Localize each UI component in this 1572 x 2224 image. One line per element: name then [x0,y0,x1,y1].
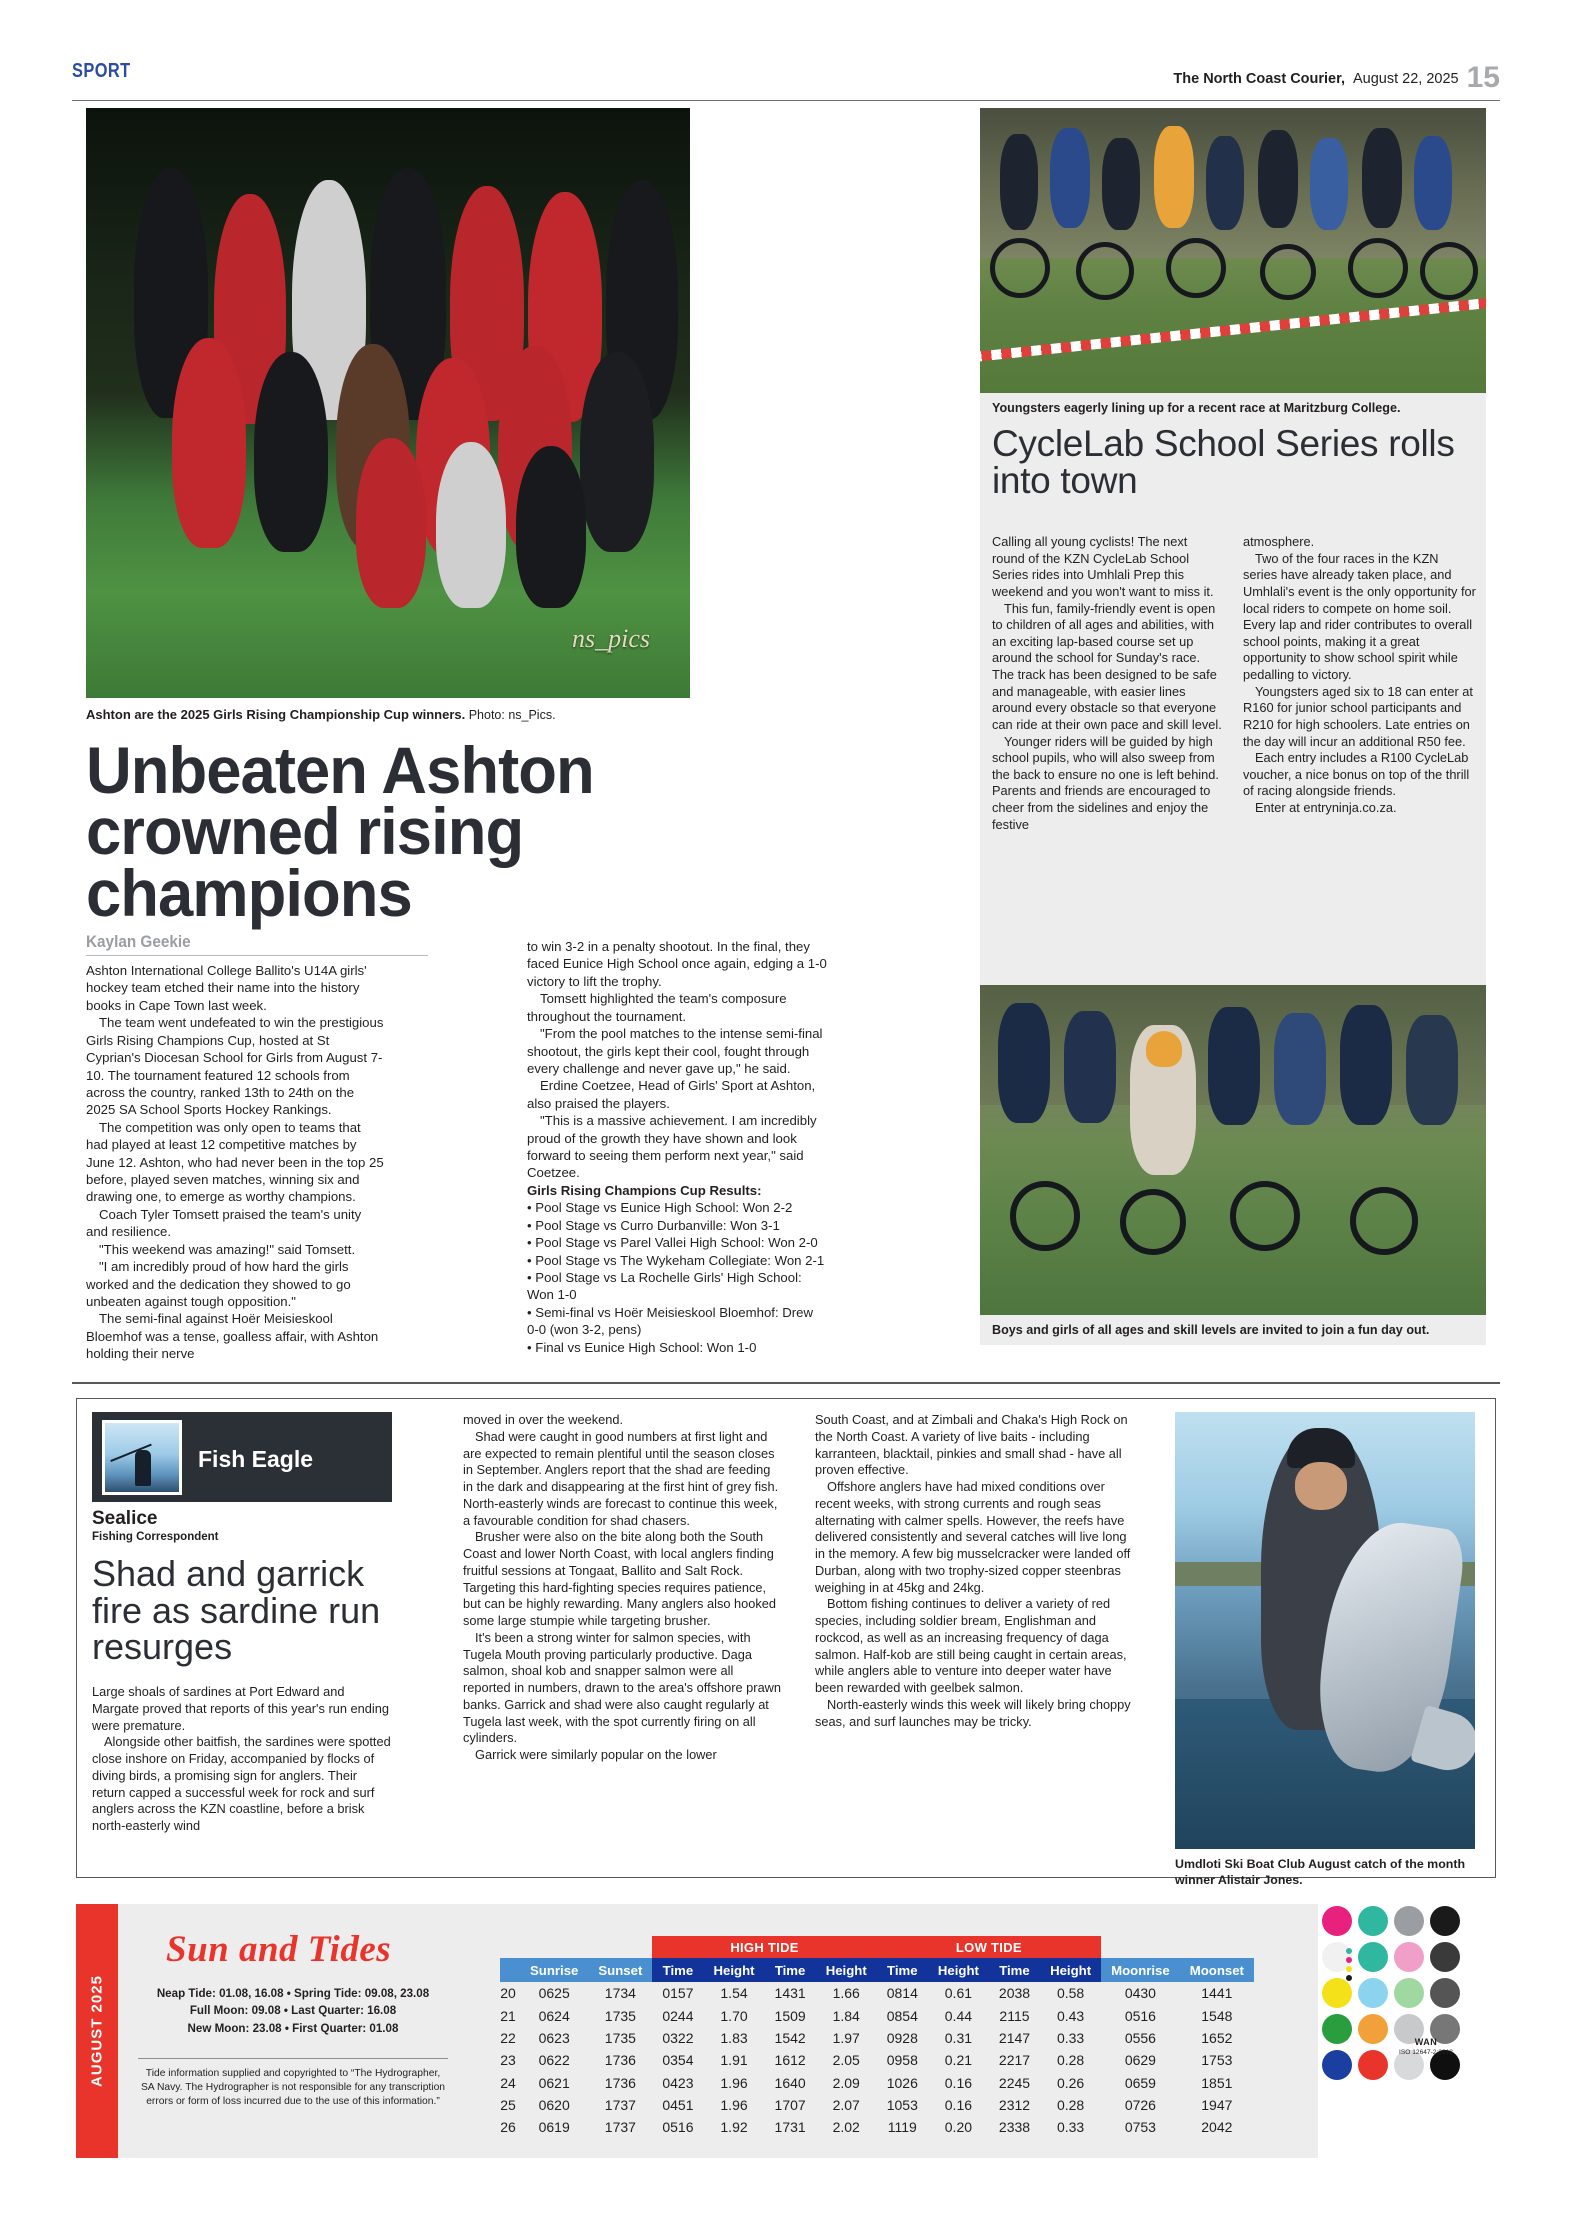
cell: 1734 [604,1985,636,2002]
color-swatch [1322,1906,1352,1936]
author-name: Sealice [92,1508,158,1529]
cell: 0625 [538,1985,570,2002]
cell: 1.54 [720,1985,748,2002]
cell-day: 24 [500,2074,516,2091]
cell-day: 23 [500,2052,516,2069]
section-divider-rule [72,1382,1500,1384]
col-day [500,1958,520,1982]
cell: 1737 [604,2097,636,2114]
registration-dots [1346,1948,1352,1981]
table-row [500,2094,1254,2116]
moon-line: Neap Tide: 01.08, 16.08 • Spring Tide: 09.08, 23.08 [156,1987,430,2000]
cell: 0623 [538,2029,570,2046]
paragraph: South Coast, and at Zimbali and Chaka's High Rock on the North Coast. A variety of live baits - including karranteen, blacktail, pinkies and small shad - have all proven effective. [815,1412,1128,1478]
paragraph: North-easterly winds this week will likely bring choppy seas, and surf launches may be tricky. [815,1696,1131,1729]
color-swatch [1358,1906,1388,1936]
col-moonrise: Moonrise [1101,1958,1180,1982]
cell: 1.96 [720,2097,748,2114]
table-row [500,2027,1254,2049]
cell: 1542 [774,2029,806,2046]
cell-day: 25 [500,2097,516,2114]
color-swatch [1430,1906,1460,1936]
cell: 1026 [886,2074,918,2091]
paragraph: Each entry includes a R100 CycleLab voucher, a nice bonus on top of the thrill of racing alongside friends. [1243,750,1470,799]
paragraph: Tomsett highlighted the team's composure throughout the tournament. [527,991,787,1024]
moon-line: Full Moon: 09.08 • Last Quarter: 16.08 [189,2004,397,2018]
cell: 1753 [1201,2052,1233,2069]
fishing-column-3 [815,1412,1135,1730]
hero-photo-caption [86,706,690,724]
cell-day: 26 [500,2119,516,2136]
paragraph: Large shoals of sardines at Port Edward and Margate proved that reports of this year's run ending were premature. [92,1684,389,1733]
cell: 0.31 [944,2029,973,2046]
paragraph: Coach Tyler Tomsett praised the team's unity and resilience. [86,1206,362,1240]
cell: 2038 [998,1985,1031,2002]
high-tide-group-label: HIGH TIDE [652,1936,876,1958]
cell: 1612 [774,2052,806,2069]
paragraph: "This is a massive achievement. I am incredibly proud of the growth they have shown and look forward to seeing them perform next year," said Coetzee. [527,1113,817,1181]
cell: 0244 [662,2007,694,2024]
hero-caption-credit: Photo: ns_Pics. [465,708,556,722]
cell: 1737 [604,2119,636,2136]
color-swatch [1322,1978,1352,2008]
cell: 2.07 [832,2097,860,2114]
paragraph: The competition was only open to teams that had played at least 12 competitive matches by June 12. Ashton, who had never been in the top 25 before, played seven matches, winning six and drawing one, to emerge as worthy champions. [86,1119,384,1205]
cell: 0423 [662,2074,694,2091]
masthead-right [1173,61,1500,94]
cell: 1.92 [720,2119,748,2136]
color-swatch [1394,1942,1424,1972]
cell: 1.70 [720,2007,748,2024]
col-moonset: Moonset [1180,1958,1254,1982]
color-swatch [1358,2050,1388,2080]
publication-name: The North Coast Courier, [1173,71,1345,87]
moon-line: New Moon: 23.08 • First Quarter: 01.08 [187,2021,399,2035]
color-swatch [1430,1978,1460,2008]
paragraph: Offshore anglers have had mixed conditions over recent weeks, with strong currents and rough seas alternating with calmer spells. However, the reefs have delivered consistently and several catches will live long in the memory. A few big musselcracker were landed off Durban, along with two trophy-sized copper steenbras weighing in at 45kg and 24kg. [815,1479,1131,1595]
cell: 1431 [774,1985,806,2002]
cell: 0516 [1124,2007,1156,2024]
cell: 1.66 [832,1985,860,2002]
tides-disclaimer: Tide information supplied and copyrighted to “The Hydrographer, SA Navy. The Hydrographer is not responsible for any transcription errors or form of loss incurred due to the use of this information.” [138,2058,448,2109]
fishing-headline: Shad and garrick fire as sardine run resurges [92,1553,381,1668]
tides-title: Sun and Tides [166,1929,392,1970]
hero-caption-text: Ashton are the 2025 Girls Rising Championship Cup winners. [86,707,466,722]
paragraph: Garrick were similarly popular on the lower [475,1747,717,1762]
cell: 0.61 [944,1985,973,2002]
cell: 0157 [662,1985,694,2002]
paragraph: Erdine Coetzee, Head of Girls' Sport at Ashton, also praised the players. [527,1078,816,1111]
cell: 0.33 [1056,2119,1085,2136]
cell: 1851 [1201,2074,1233,2091]
result-item: • Pool Stage vs La Rochelle Girls' High School: Won 1-0 [527,1270,802,1303]
cell: 1.97 [832,2029,860,2046]
result-item: • Pool Stage vs Curro Durbanville: Won 3-1 [527,1217,780,1233]
cell: 0620 [538,2097,570,2114]
cell: 2.09 [832,2074,860,2091]
cell: 0659 [1124,2074,1156,2091]
angler-silhouette-photo [102,1420,182,1495]
cell: 0629 [1124,2052,1156,2069]
result-item: • Final vs Eunice High School: Won 1-0 [527,1339,757,1355]
cell: 1548 [1201,2007,1233,2024]
iso-certification-badge [1396,2038,1456,2078]
col-high-height-1: Height [704,1958,765,1982]
cell: 2338 [998,2119,1031,2136]
sidebar-headline: CycleLab School Series rolls into town [992,423,1455,501]
masthead-rule [72,100,1500,101]
fishing-author [92,1508,392,1543]
cell: 0928 [886,2029,918,2046]
publication-date: August 22, 2025 [1353,71,1459,87]
paragraph: The team went undefeated to win the prestigious Girls Rising Champions Cup, hosted at St Cyprian's Diocesan School for Girls from August 7-10. The tournament featured 12 schools from across the country, ranked 13th to 24th on the 2025 SA School Sports Hockey Rankings. [86,1015,384,1118]
paragraph: Bottom fishing continues to deliver a variety of red species, including soldier bream, Englishman and rockcod, as well as an increasing frequency of daga salmon. Half-kob are still being caught in certain areas, while anglers able to venture into deeper water have been rewarded with geelbek salmon. [815,1596,1127,1695]
cell: 1119 [887,2119,917,2136]
cell: 1731 [774,2119,806,2136]
group-spacer [500,1936,652,1958]
table-row [500,2004,1254,2026]
col-sunrise: Sunrise [520,1958,588,1982]
tide-table-header-row [500,1958,1254,1982]
cell: 1.91 [720,2052,748,2069]
cell: 2.02 [832,2119,860,2136]
paragraph: The semi-final against Hoër Meisieskool Bloemhof was a tense, goalless affair, with Ashton holding their nerve [86,1311,379,1362]
cell: 0322 [662,2029,694,2046]
cell: 0.44 [944,2007,973,2024]
col-low-height-2: Height [1040,1958,1101,1982]
sidebar-photo-caption-bottom: Boys and girls of all ages and skill levels are invited to join a fun day out. [992,1323,1430,1337]
paragraph: Brusher were also on the bite along both the South Coast and lower North Coast, with local anglers finding fruitful sessions at Tongaat, Ballito and Salt Rock. Targeting this hard-fighting species requires patience, but can be highly rewarding. Many anglers also hooked some large stumpie while targeting brusher. [463,1529,777,1628]
paragraph: Enter at entryninja.co.za. [1255,800,1397,815]
cell-day: 22 [500,2029,516,2046]
cell: 0.20 [944,2119,973,2136]
color-swatch [1394,1978,1424,2008]
cell: 0726 [1124,2097,1156,2114]
masthead [72,60,1500,94]
cell: 0556 [1124,2029,1156,2046]
cell: 2.05 [832,2052,860,2069]
cell-day: 21 [500,2007,516,2024]
result-item: • Semi-final vs Hoër Meisieskool Bloemhof: Drew 0-0 (won 3-2, pens) [527,1304,814,1338]
paragraph: to win 3-2 in a penalty shootout. In the final, they faced Eunice High School once again, edging a 1-0 victory to lift the trophy. [527,939,827,989]
cell: 0430 [1124,1985,1156,2002]
cell: 0.28 [1056,2052,1085,2069]
paragraph: "This weekend was amazing!" said Tomsett. [99,1241,356,1257]
paragraph: It's been a strong winter for salmon species, with Tugela Mouth proving particularly productive. Daga salmon, shoal kob and snapper salmon were all reported in numbers, drawn to the area's offshore prawn banks. Garrick and shad were also caught regularly at Tugela last week, with the spot currently firing on all cylinders. [463,1629,782,1746]
paragraph: Youngsters aged six to 18 can enter at R160 for junior school participants and R210 for high schoolers. Late entries on the day will incur an additional R50 fee. [1243,683,1473,749]
badge-line-1: WAN [1414,2037,1438,2047]
cell: 1.84 [832,2007,860,2024]
table-row [500,2116,1254,2138]
paragraph: Ashton International College Ballito's U14A girls' hockey team etched their name into the history books in Cape Town last week. [86,963,367,1013]
cell: 1736 [604,2074,636,2091]
result-item: • Pool Stage vs Eunice High School: Won 2-2 [527,1200,793,1216]
paragraph: "From the pool matches to the intense semi-final shootout, the girls kept their cool, fought through every challenge and never gave up," he said. [527,1026,823,1076]
fishing-photo-caption: Umdloti Ski Boat Club August catch of the month winner Alistair Jones. [1175,1857,1466,1888]
color-swatch [1358,1978,1388,2008]
paragraph: This fun, family-friendly event is open to children of all ages and abilities, with an exciting lap-based course set up around the school for Sunday's race. The track has been designed to be safe and manageable, with easier lines around every obstacle so that everyone can ride at their own pace and skill level. [992,600,1222,732]
author-role: Fishing Correspondent [92,1531,219,1543]
hero-photo-hockey-team [86,108,690,698]
table-row [500,1982,1254,2004]
cell: 0354 [662,2052,694,2069]
cell: 0.16 [944,2097,973,2114]
cell: 2312 [998,2097,1031,2114]
col-low-time-1: Time [877,1958,928,1982]
cell: 0621 [538,2074,570,2091]
cell: 0.28 [1056,2097,1085,2114]
color-swatch [1322,2050,1352,2080]
cell: 1947 [1201,2097,1233,2114]
fishing-column-2 [463,1412,783,1764]
cell: 2042 [1201,2119,1233,2136]
cell: 0.43 [1056,2007,1085,2024]
section-label: SPORT [72,60,131,82]
cell: 0.16 [944,2074,973,2091]
paragraph: atmosphere. [1243,534,1315,549]
cell: 1441 [1201,1985,1233,2002]
cell: 0451 [662,2097,694,2114]
cell: 2245 [998,2074,1031,2091]
color-swatch [1322,2014,1352,2044]
cell: 1053 [886,2097,918,2114]
page-number: 15 [1466,61,1500,94]
cell: 1652 [1201,2029,1233,2046]
month-label-bar [76,1904,118,2158]
paragraph: moved in over the weekend. [463,1412,624,1427]
cell: 0622 [538,2052,570,2069]
sidebar-photo-caption-top: Youngsters eagerly lining up for a recent race at Maritzburg College. [992,401,1401,415]
cell: 0753 [1124,2119,1156,2136]
cell: 1.83 [720,2029,748,2046]
paragraph: Shad were caught in good numbers at first light and are expected to remain plentiful until the season closes in September. Anglers report that the shad are feeding in the dark and disappearing at the first hint of grey fish. North-easterly winds are forecast to continue this week, a favourable condition for shad chasers. [463,1428,779,1528]
color-swatch [1430,1942,1460,1972]
cell: 0814 [886,1985,918,2002]
cell: 2217 [998,2052,1031,2069]
cell: 2147 [998,2029,1031,2046]
col-high-time-1: Time [652,1958,703,1982]
cell: 0624 [538,2007,570,2024]
col-high-time-2: Time [765,1958,816,1982]
color-swatch [1358,2014,1388,2044]
color-swatch [1394,1906,1424,1936]
cell: 0.33 [1056,2029,1085,2046]
page-title: Unbeaten Ashton crowned rising champions [86,733,594,930]
moon-phase-info [148,1985,438,2037]
photo-watermark: ns_pics [572,624,650,653]
cell: 0.21 [944,2052,973,2069]
col-high-height-2: Height [816,1958,877,1982]
cell: 0.58 [1056,1985,1085,2002]
cell: 1.96 [720,2074,748,2091]
cell: 0854 [886,2007,918,2024]
col-low-time-2: Time [989,1958,1040,1982]
angler-icon [135,1450,151,1486]
badge-line-2: ISO 12647-2:2013 [1399,2048,1453,2056]
month-label: AUGUST 2025 [88,1975,106,2087]
article-column-left [86,962,386,1363]
col-sunset: Sunset [588,1958,652,1982]
group-spacer-right [1101,1936,1254,1958]
cell: 1735 [604,2007,636,2024]
fishing-column-1 [92,1684,392,1835]
fish-eagle-title: Fish Eagle [198,1446,314,1472]
cell: 1735 [604,2029,636,2046]
table-row [500,2049,1254,2071]
results-heading: Girls Rising Champions Cup Results: [527,1182,762,1198]
paragraph: "I am incredibly proud of how hard the girls worked and the dedication they showed to go unbeaten against tough opposition." [86,1259,351,1310]
cell: 1736 [604,2052,636,2069]
col-low-height-1: Height [928,1958,989,1982]
tide-table [500,1936,1254,2139]
sidebar-photo-cyclists-start [980,108,1486,393]
cell: 0516 [662,2119,694,2136]
paragraph: Younger riders will be guided by high school pupils, who will also sweep from the back to ensure no one is left behind. Parents and friends are encouraged to cheer from the sidelines and enjoy the festive [992,733,1219,832]
cell: 2115 [999,2007,1030,2024]
cell: 0958 [886,2052,918,2069]
color-swatch [1358,1942,1388,1972]
sidebar-column-1 [992,534,1222,833]
tide-table-group-header [500,1936,1254,1958]
table-row [500,2072,1254,2094]
sidebar-photo-cyclists-group [980,985,1486,1315]
cell: 1509 [774,2007,806,2024]
paragraph: Calling all young cyclists! The next round of the KZN CycleLab School Series rides into Umhlali Prep this weekend and you won't want to miss it. [992,534,1214,599]
result-item: • Pool Stage vs Parel Vallei High School: Won 2-0 [527,1235,818,1251]
sidebar-column-2 [1243,534,1476,817]
article-column-right [527,938,827,1356]
result-item: • Pool Stage vs The Wykeham Collegiate: Won 2-1 [527,1252,825,1268]
cell-day: 20 [500,1985,516,2002]
paragraph: Two of the four races in the KZN series have already taken place, and Umhlali's event is the only opportunity for local riders to compete on home soil. Every lap and rider contributes to overall school points, making it a great opportunity to show school spirit while pedalling to victory. [1243,550,1476,682]
cell: 1640 [774,2074,806,2091]
cell: 0.26 [1056,2074,1085,2091]
cell: 1707 [774,2097,806,2114]
fishing-photo-catch [1175,1412,1475,1849]
low-tide-group-label: LOW TIDE [877,1936,1101,1958]
paragraph: Alongside other baitfish, the sardines were spotted close inshore on Friday, accompanied by flocks of diving birds, a promising sign for anglers. Their return capped a successful week for rock and surf anglers across the KZN coastline, before a brisk north-easterly wind [92,1734,391,1833]
cell: 0619 [538,2119,570,2136]
article-byline: Kaylan Geekie [86,932,428,956]
